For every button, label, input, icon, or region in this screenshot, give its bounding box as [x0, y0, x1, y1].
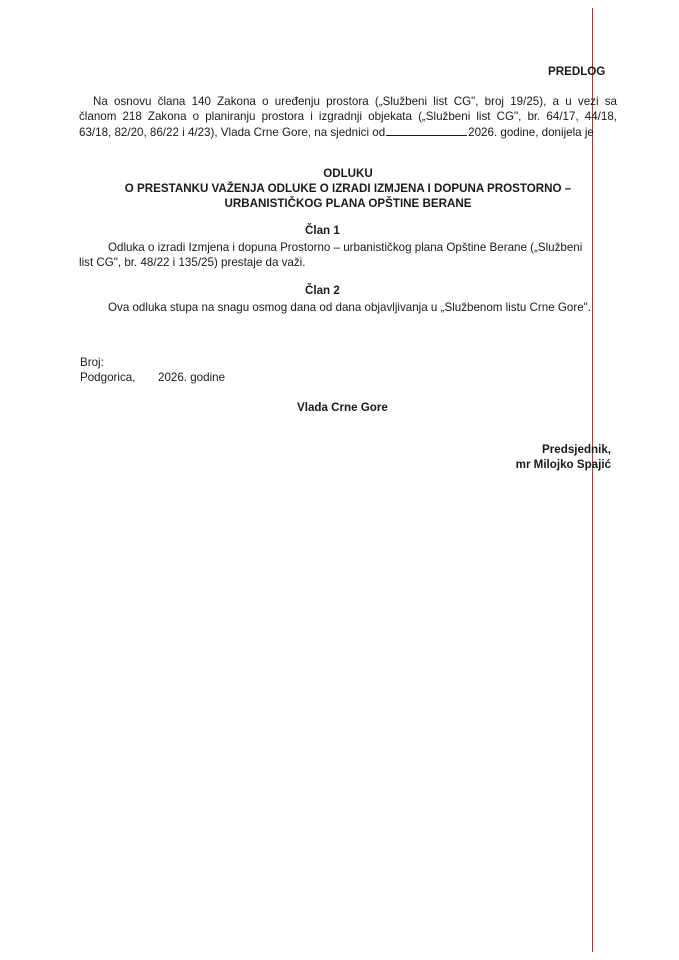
number-label: Broj:	[80, 356, 104, 369]
article-1-heading: Član 1	[305, 224, 340, 237]
intro-line-1: Na osnovu člana 140 Zakona o uređenju prostora („Službeni list CG", broj 19/25), a u vezi sa	[93, 95, 617, 108]
intro-line-2: članom 218 Zakona o planiranju prostora i izgradnji objekata („Službeni list CG", br. 64/17, 44/18,	[79, 110, 617, 123]
article-2-line-1: Ova odluka stupa na snagu osmog dana od dana objavljivanja u „Službenom listu Crne Gore".	[108, 301, 591, 314]
article-1-body	[79, 240, 617, 270]
signatory-title: Predsjednik,	[542, 443, 611, 456]
signatory-name: mr Milojko Spajić	[515, 458, 611, 471]
decision-title	[79, 166, 617, 211]
article-2-heading: Član 2	[305, 284, 340, 297]
intro-line-3-text: 63/18, 82/20, 86/22 i 4/23), Vlada Crne Gore, na sjednici od	[79, 126, 386, 139]
title-line-1: ODLUKU	[323, 167, 373, 180]
date-blank	[386, 124, 467, 136]
place-label: Podgorica,	[80, 371, 136, 384]
proposal-stamp: PREDLOG	[548, 65, 606, 78]
article-1-line-2: list CG", br. 48/22 i 135/25) prestaje da važi.	[79, 256, 306, 269]
place-date: 2026. godine	[158, 371, 226, 384]
signature-block	[460, 442, 611, 472]
intro-line-3	[79, 124, 617, 140]
government-name: Vlada Crne Gore	[297, 401, 388, 414]
title-line-3: URBANISTIČKOG PLANA OPŠTINE BERANE	[224, 197, 472, 210]
intro-line-3-tail: 2026. godine, donijela je	[468, 126, 594, 139]
article-2-body	[79, 300, 629, 315]
intro-paragraph	[79, 94, 617, 140]
title-line-2: O PRESTANKU VAŽENJA ODLUKE O IZRADI IZMJENA I DOPUNA PROSTORNO –	[124, 182, 572, 195]
red-margin-line	[592, 8, 593, 952]
article-1-line-1: Odluka o izradi Izmjena i dopuna Prostorno – urbanističkog plana Opštine Berane („Službeni	[108, 241, 583, 254]
